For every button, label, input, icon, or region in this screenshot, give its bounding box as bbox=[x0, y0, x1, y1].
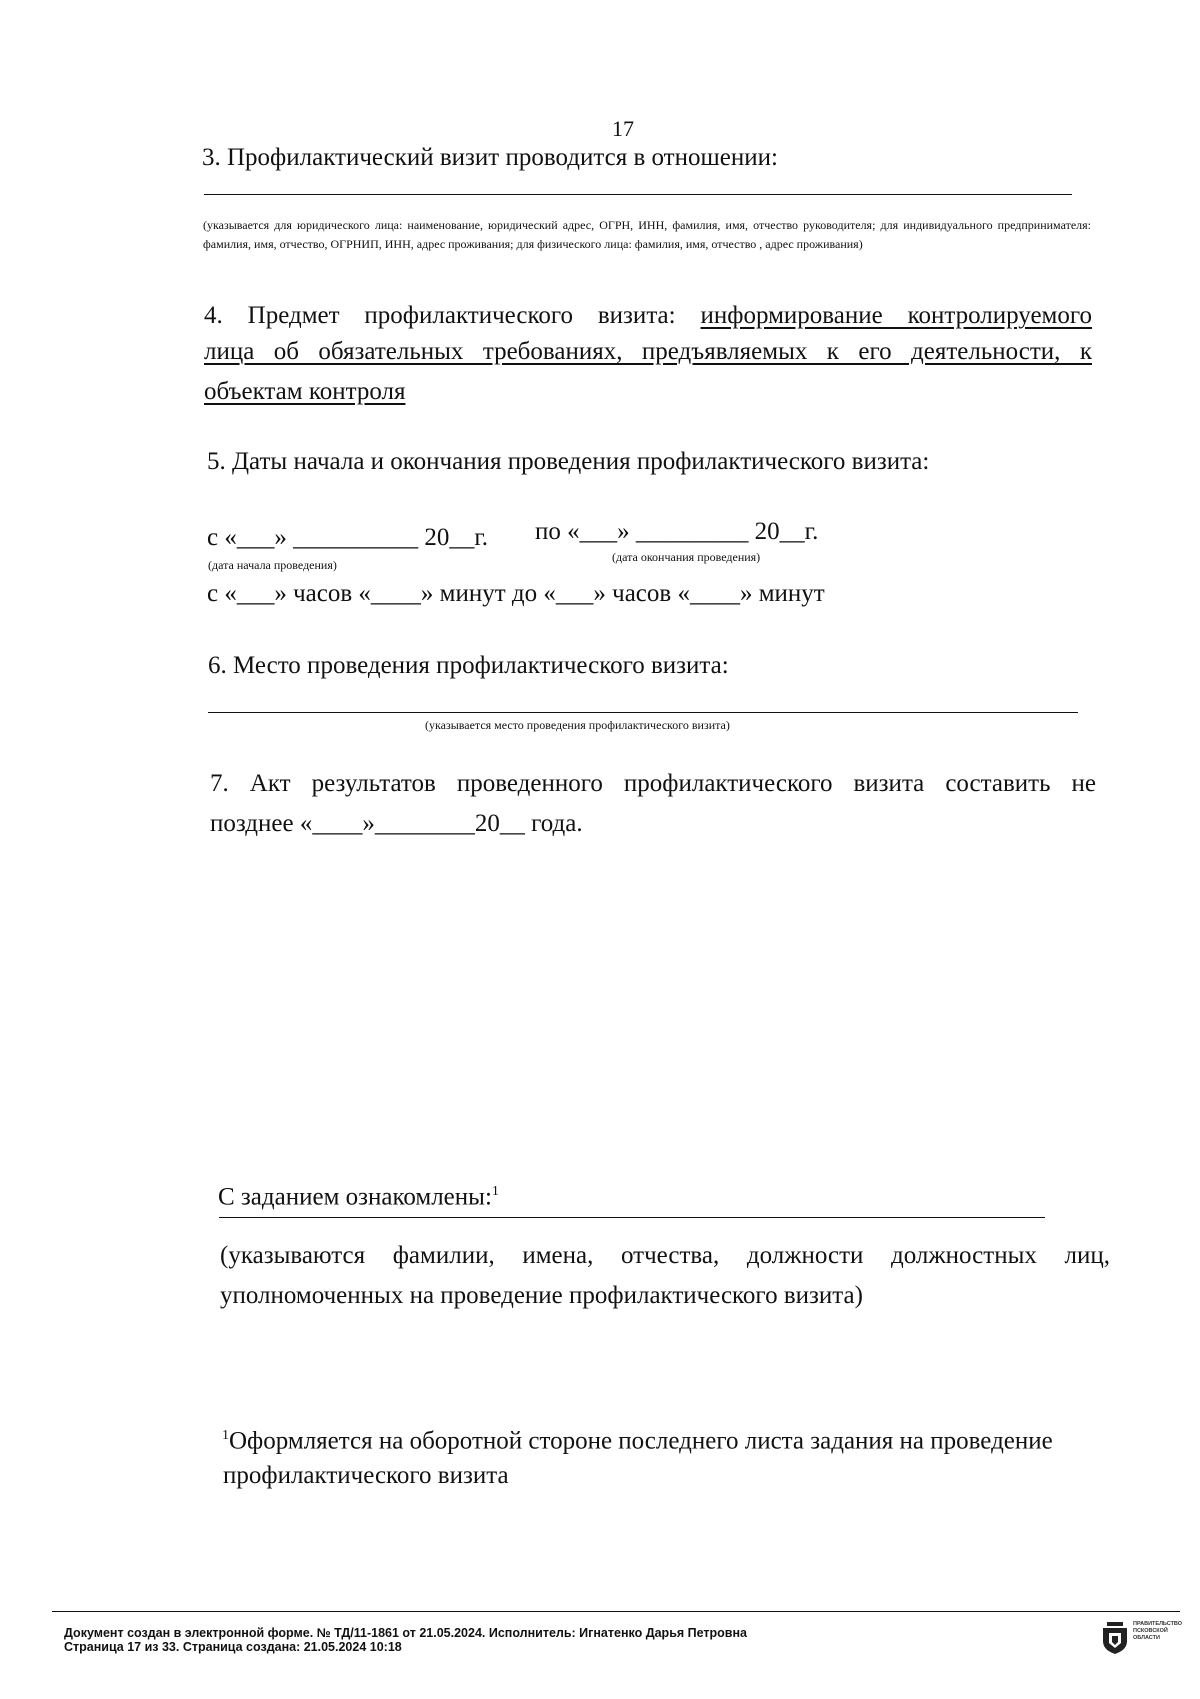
time-range-field: с «___» часов «____» минут до «___» часов «____» минут bbox=[207, 580, 825, 607]
acquainted-hint-line-1: (указываются фамилии, имена, отчества, должности должностных лиц, bbox=[220, 1242, 1110, 1269]
section-4-subject-start: информирование контролируемого bbox=[700, 302, 1093, 329]
acquainted-hint-line-2: уполномоченных на проведение профилактического визита) bbox=[220, 1282, 863, 1309]
section-3-title: 3. Профилактический визит проводится в отношении: bbox=[202, 144, 778, 171]
acquainted-blank-line bbox=[219, 1217, 1045, 1218]
date-end-hint: (дата окончания проведения) bbox=[612, 550, 761, 564]
emblem-caption: ПРАВИТЕЛЬСТВО ПСКОВСКОЙ ОБЛАСТИ bbox=[1133, 1621, 1183, 1641]
section-4-lead: 4. Предмет профилактического визита: bbox=[204, 302, 676, 329]
section-7-line-2: позднее «____»________20__ года. bbox=[210, 810, 583, 837]
section-4-line-3: объектам контроля bbox=[204, 378, 406, 405]
section-3-blank-line bbox=[204, 194, 1072, 195]
footnote-reference: 1 bbox=[491, 1184, 499, 1199]
footer-rule bbox=[52, 1611, 1180, 1612]
section-7-line-1: 7. Акт результатов проведенного профилактического визита составить не bbox=[210, 770, 1096, 797]
footer-line-1: Документ создан в электронной форме. № ТД/11-1861 от 21.05.2024. Исполнитель: Игнатенко Дарья Петровна bbox=[64, 1626, 747, 1640]
footnote-line-2: профилактического визита bbox=[223, 1462, 509, 1489]
section-6-title: 6. Место проведения профилактического визита: bbox=[208, 652, 729, 679]
acquainted-title bbox=[218, 1174, 499, 1215]
footnote-line-1 bbox=[222, 1418, 1053, 1459]
section-4-line-1 bbox=[204, 298, 1092, 334]
date-end-field: по «___» _________ 20__г. bbox=[535, 518, 819, 545]
section-6-hint: (указывается место проведения профилактического визита) bbox=[425, 718, 730, 732]
footer-line-2: Страница 17 из 33. Страница создана: 21.05.2024 10:18 bbox=[64, 1640, 402, 1654]
date-start-field: с «___» __________ 20__г. bbox=[207, 524, 489, 551]
section-5-title: 5. Даты начала и окончания проведения профилактического визита: bbox=[207, 448, 930, 475]
page-number: 17 bbox=[612, 116, 634, 141]
footnote-text-1: Оформляется на оборотной стороне последнего листа задания на проведение bbox=[229, 1427, 1053, 1455]
government-emblem bbox=[1100, 1619, 1186, 1657]
date-start-hint: (дата начала проведения) bbox=[208, 558, 337, 572]
footnote-mark: 1 bbox=[222, 1428, 229, 1443]
section-4-line-2: лица об обязательных требованиях, предъявляемых к его деятельности, к bbox=[204, 338, 1092, 365]
coat-of-arms-icon bbox=[1100, 1619, 1130, 1655]
section-6-blank-line bbox=[208, 712, 1078, 713]
acquainted-title-text: С заданием ознакомлены: bbox=[218, 1183, 492, 1211]
section-3-hint: (указывается для юридического лица: наименование, юридический адрес, ОГРН, ИНН, фамилия, имя, отчество руководителя; для индивидуального предпринимателя: фамилия, имя, отчество, ОГРНИП, ИНН, адрес проживания; для физического лица: фамилия, имя, отчество , адрес проживания) bbox=[203, 218, 1091, 251]
